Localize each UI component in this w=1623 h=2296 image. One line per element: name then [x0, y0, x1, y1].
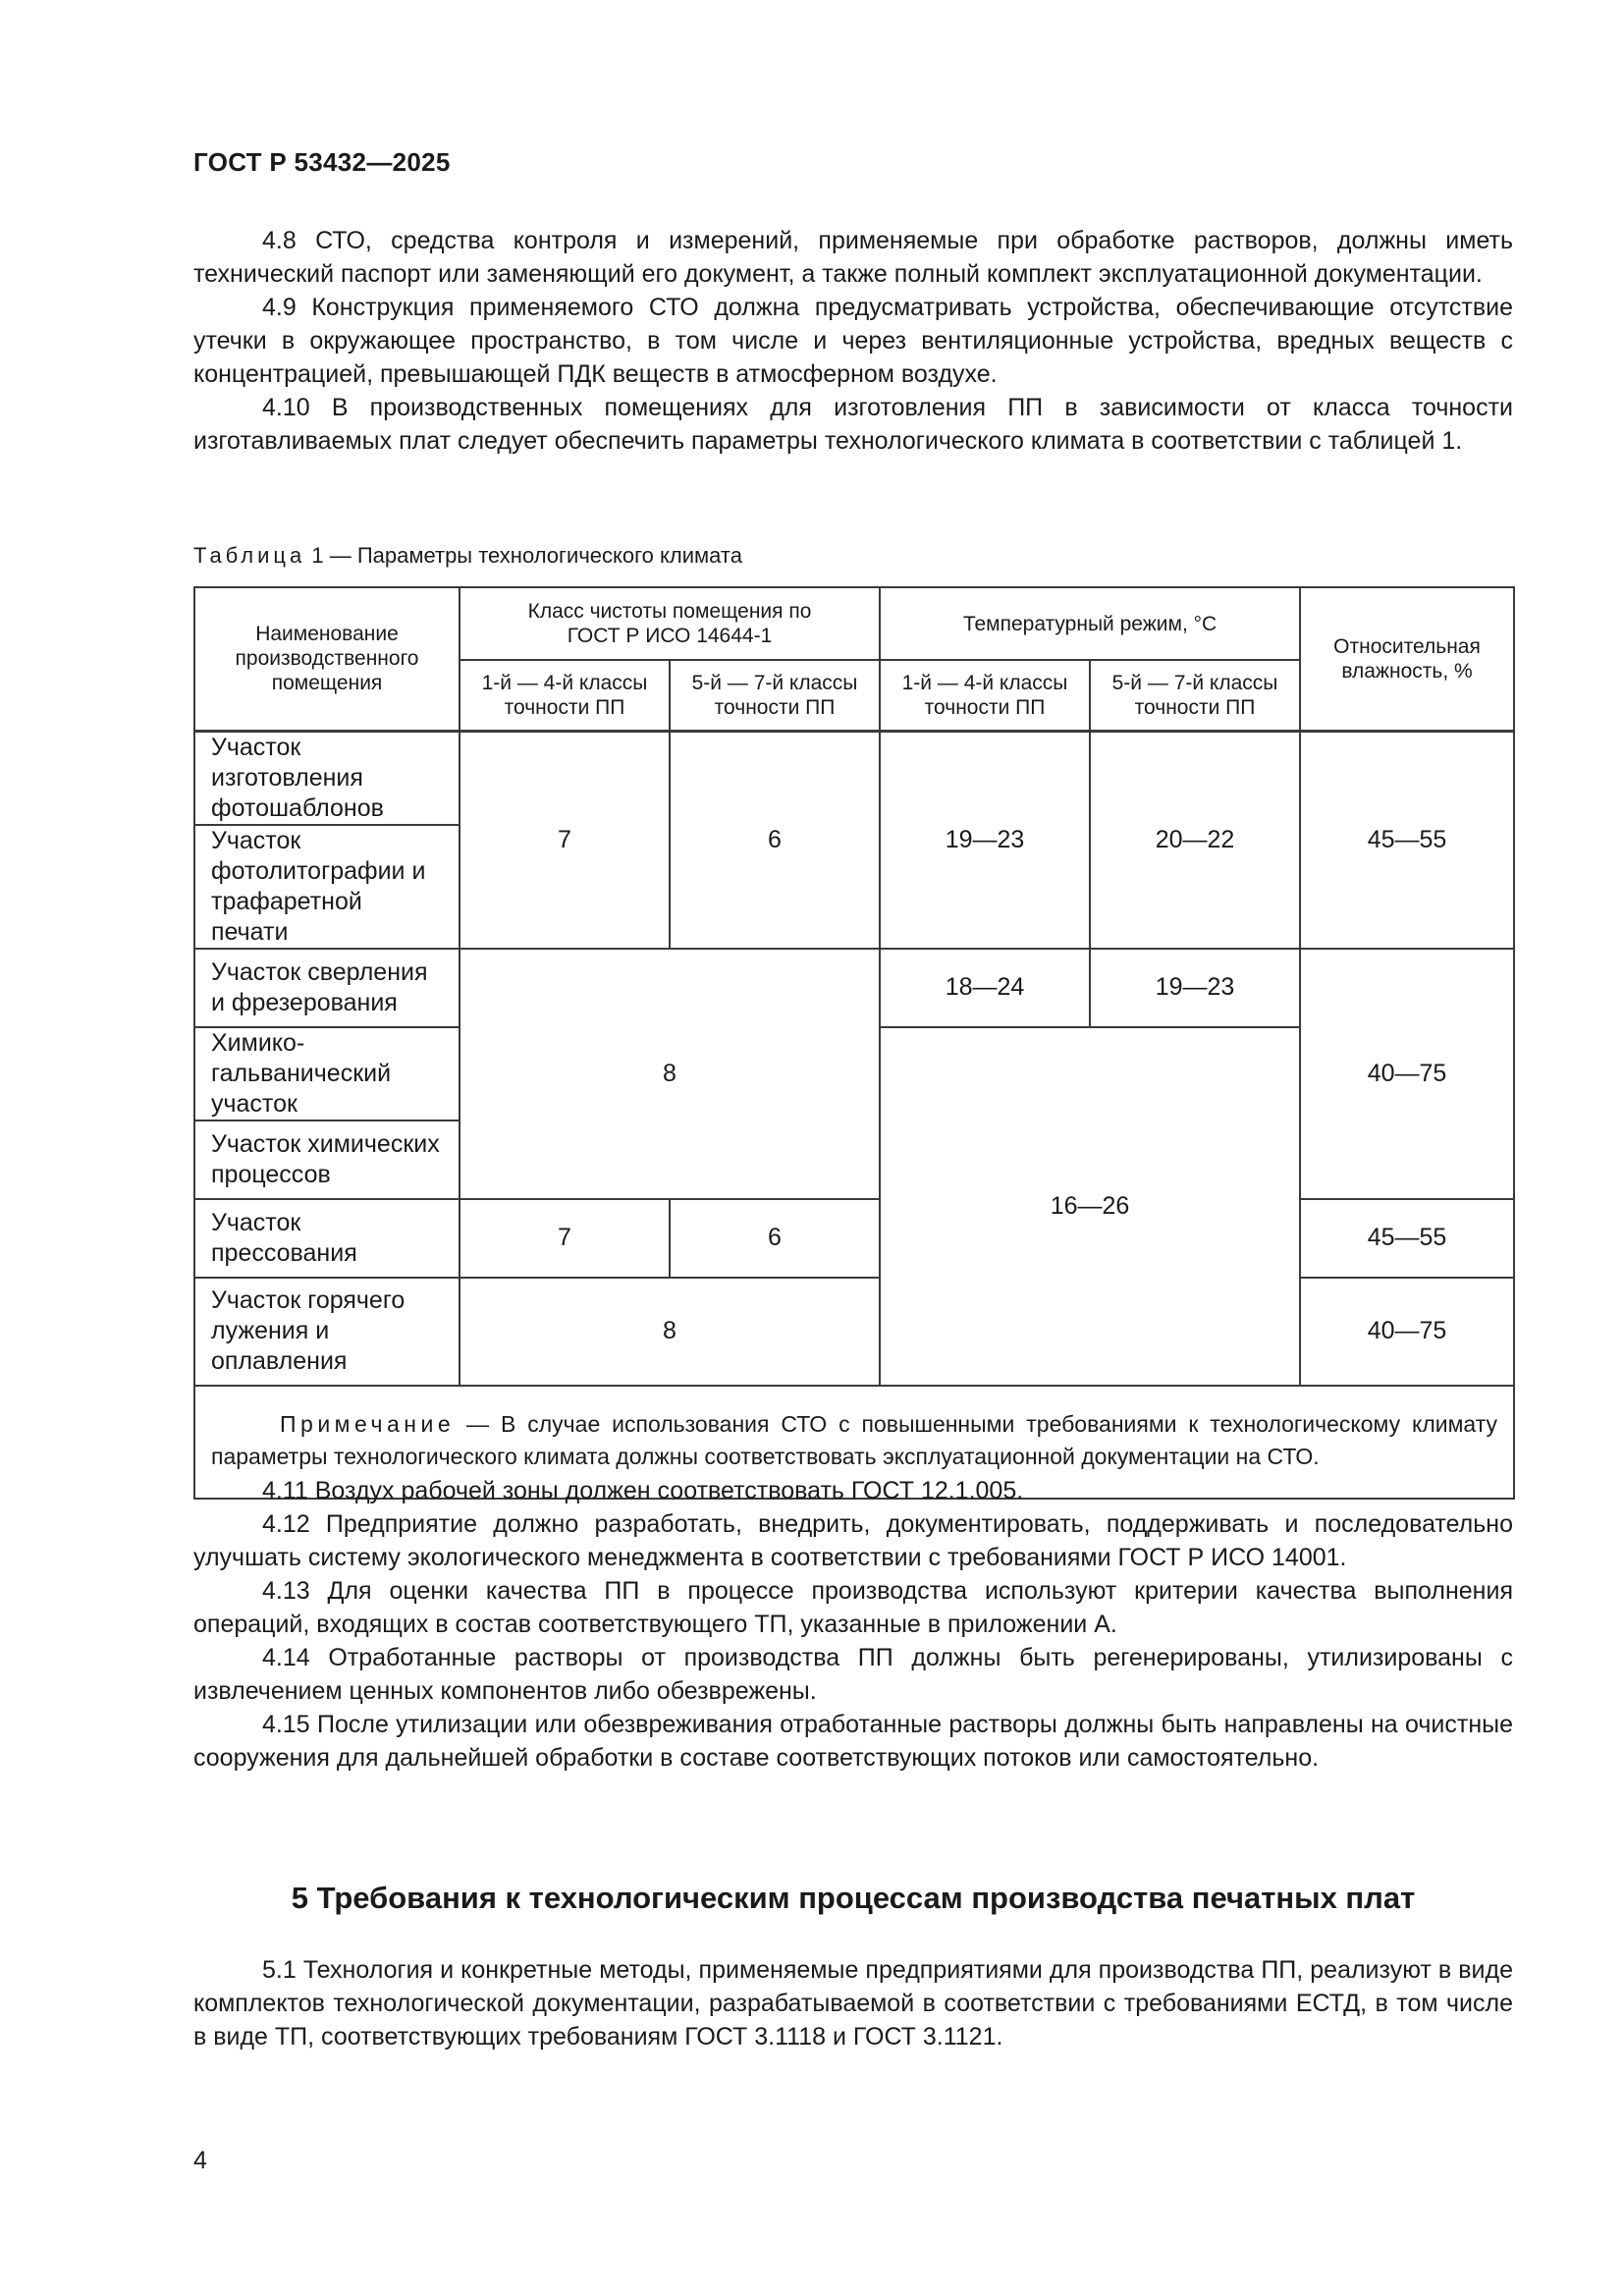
- row-drilling: Участок сверления и фрезерования: [194, 949, 460, 1027]
- cell-humidity: 40—75: [1300, 949, 1514, 1199]
- header-temp-accuracy-1-4: 1-й — 4-й классы точности ПП: [880, 660, 1090, 731]
- paragraph-4-15: 4.15 После утилизации или обезвреживания отработанные растворы должны быть направлены на очистные сооружения для дальнейшей обработки в составе соответствующих потоков или самостоятельно.: [193, 1711, 1513, 1772]
- cell-temp-5-7: 20—22: [1090, 731, 1300, 949]
- cell-class-5-7: 6: [670, 1199, 880, 1278]
- paragraph-4-13: 4.13 Для оценки качества ПП в процессе производства используют критерии качества выполнения операций, входящих в состав соответствующего ТП, указанные в приложении А.: [193, 1577, 1513, 1638]
- paragraph-4-11: 4.11 Воздух рабочей зоны должен соответствовать ГОСТ 12.1.005.: [262, 1477, 1024, 1504]
- table-row: [194, 949, 1514, 1027]
- header-cleanliness-class: Класс чистоты помещения по ГОСТ Р ИСО 14644-1: [460, 587, 880, 660]
- cell-humidity: 45—55: [1300, 731, 1514, 949]
- cell-class-merged: 8: [460, 1278, 880, 1386]
- row-photolithography: Участок фотолитографии и трафаретной печати: [194, 825, 460, 949]
- cell-class-merged: 8: [460, 949, 880, 1199]
- paragraph-4-10: 4.10 В производственных помещениях для изготовления ПП в зависимости от класса точности изготавливаемых плат следует обеспечить параметры технологического климата в соответствии с таблицей 1.: [193, 394, 1513, 455]
- paragraph-4-8: 4.8 СТО, средства контроля и измерений, применяемые при обработке растворов, должны иметь технический паспорт или заменяющий его документ, а также полный комплект эксплуатационной документации.: [193, 227, 1513, 288]
- row-galvanic: Химико-гальванический участок: [194, 1027, 460, 1121]
- table-caption: [193, 543, 742, 569]
- cell-temp-merged: 16—26: [880, 1027, 1300, 1386]
- climate-parameters-table: [193, 586, 1515, 1500]
- header-room-name: Наименование производственного помещения: [194, 587, 460, 731]
- table-caption-label: Таблица: [193, 543, 306, 568]
- document-standard-number: ГОСТ Р 53432—2025: [193, 147, 451, 177]
- row-photomask: Участок изготовления фотошаблонов: [194, 731, 460, 825]
- cell-class-5-7: 6: [670, 731, 880, 949]
- cell-temp-1-4: 19—23: [880, 731, 1090, 949]
- section-5-title: 5 Требования к технологическим процессам производства печатных плат: [291, 1881, 1416, 1915]
- note-label: Примечание: [280, 1411, 456, 1437]
- header-temp-accuracy-5-7: 5-й — 7-й классы точности ПП: [1090, 660, 1300, 731]
- table-caption-title: 1 — Параметры технологического климата: [305, 543, 742, 568]
- paragraphs-before-table: [193, 224, 1513, 458]
- table-row: [194, 1199, 1514, 1278]
- paragraph-4-9: 4.9 Конструкция применяемого СТО должна предусматривать устройства, обеспечивающие отсутствие утечки в окружающее пространство, в том числе и через вентиляционные устройства, вредных веществ с концентрацией, превышающей ПДК веществ в атмосферном воздухе.: [193, 294, 1513, 388]
- paragraph-4-12: 4.12 Предприятие должно разработать, внедрить, документировать, поддерживать и последовательно улучшать систему экологического менеджмента в соответствии с требованиями ГОСТ Р ИСО 14001.: [193, 1510, 1513, 1571]
- cell-humidity: 45—55: [1300, 1199, 1514, 1278]
- note-text: — В случае использования СТО с повышенными требованиями к технологическому климату параметры технологического климата должны соответствовать эксплуатационной документации на СТО.: [211, 1411, 1498, 1469]
- section-5-body: [193, 1953, 1513, 2053]
- paragraphs-after-table: [193, 1474, 1513, 1775]
- cell-humidity: 40—75: [1300, 1278, 1514, 1386]
- header-clean-accuracy-1-4: 1-й — 4-й классы точности ПП: [460, 660, 670, 731]
- header-temperature: Температурный режим, °С: [880, 587, 1300, 660]
- row-tinning: Участок горячего лужения и оплавления: [194, 1278, 460, 1386]
- row-pressing: Участок прессования: [194, 1199, 460, 1278]
- cell-temp-5-7: 19—23: [1090, 949, 1300, 1027]
- paragraph-4-14: 4.14 Отработанные растворы от производства ПП должны быть регенерированы, утилизированы с извлечением ценных компонентов либо обезврежены.: [193, 1644, 1513, 1705]
- cell-temp-1-4: 18—24: [880, 949, 1090, 1027]
- table-row: [194, 1278, 1514, 1386]
- row-chemical: Участок химических процессов: [194, 1121, 460, 1199]
- cell-class-1-4: 7: [460, 1199, 670, 1278]
- header-clean-accuracy-5-7: 5-й — 7-й классы точности ПП: [670, 660, 880, 731]
- paragraph-5-1: 5.1 Технология и конкретные методы, применяемые предприятиями для производства ПП, реализуют в виде комплектов технологической документации, разрабатываемой в соответствии с требованиями ЕСТД, в том числе в виде ТП, соответствующих требованиям ГОСТ 3.1118 и ГОСТ 3.1121.: [193, 1956, 1513, 2050]
- header-humidity: Относительная влажность, %: [1300, 587, 1514, 731]
- table-row: [194, 731, 1514, 825]
- cell-class-1-4: 7: [460, 731, 670, 949]
- page-number: 4: [193, 2147, 207, 2174]
